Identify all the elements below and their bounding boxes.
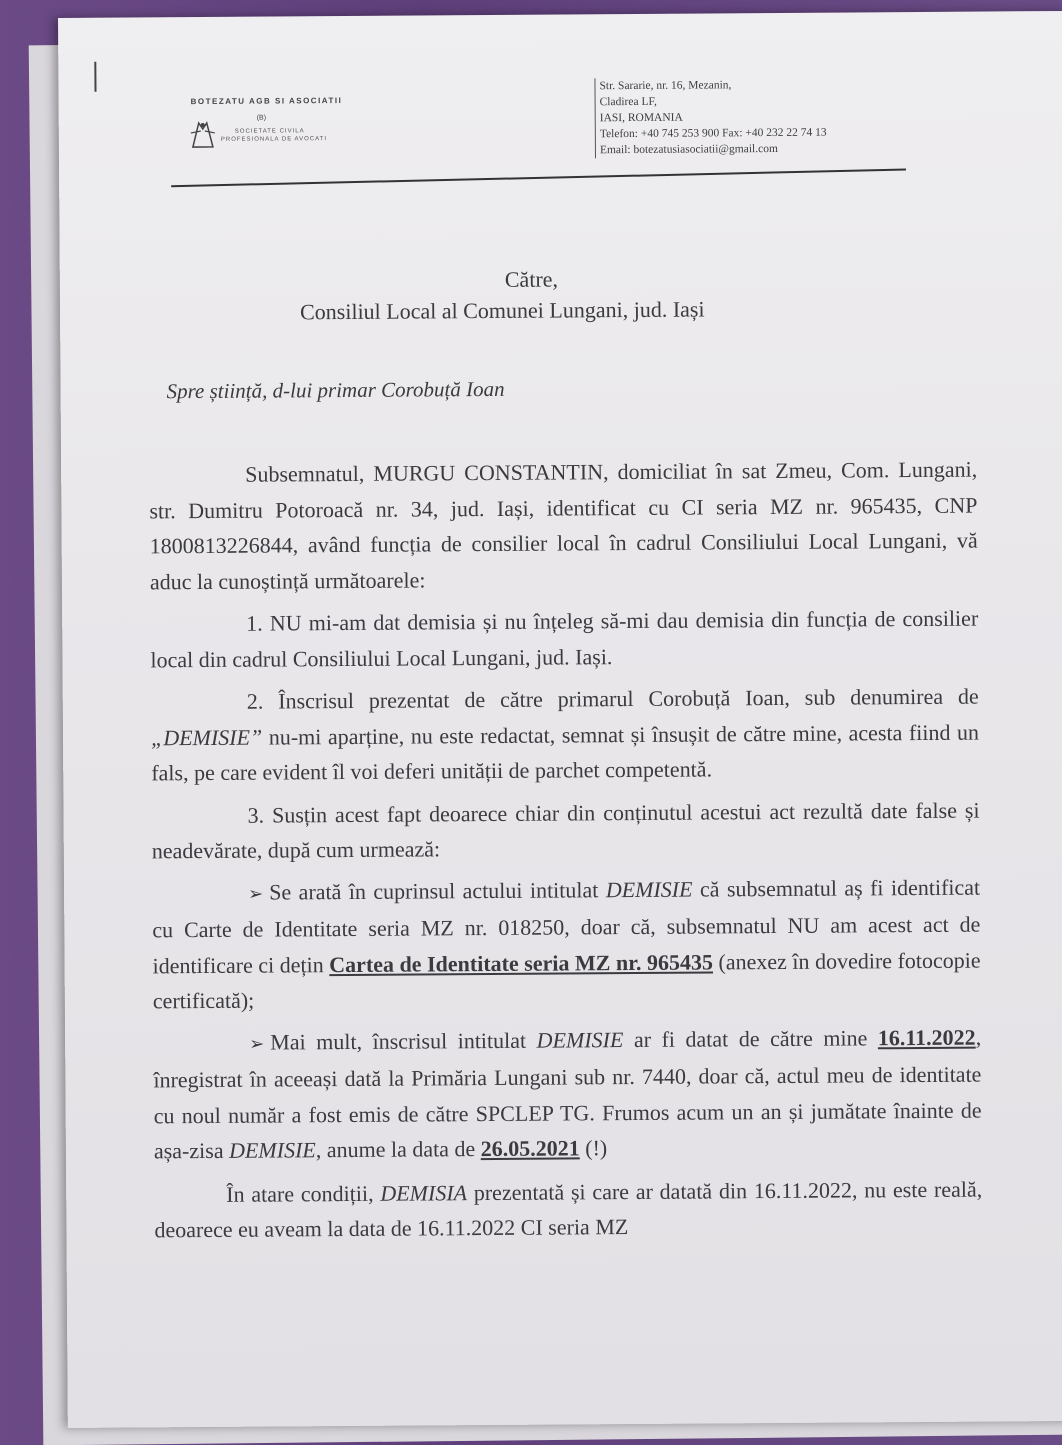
bullet-2-date-1: 16.11.2022 bbox=[877, 1024, 976, 1050]
bullet-1-text: că subsemnatul aș fi identificat cu Carte de Identitate seria MZ nr. 018250, doar că, subsemnatul NU am acest act de identificare ci dețin bbox=[152, 874, 981, 978]
arrow-bullet-icon: ➢ bbox=[249, 1033, 265, 1054]
address-line: IASI, ROMANIA bbox=[599, 111, 683, 125]
bullet-2-emphasis: DEMISIE bbox=[536, 1026, 624, 1053]
firm-logo bbox=[189, 96, 379, 167]
closing-emphasis: DEMISIA bbox=[380, 1179, 468, 1206]
firm-subtitle-1: SOCIETATE CIVILA bbox=[234, 128, 305, 135]
bullet-2-text: Mai mult, înscrisul intitulat bbox=[270, 1027, 537, 1055]
bullet-2 bbox=[153, 1019, 982, 1169]
arrow-bullet-icon: ➢ bbox=[248, 883, 264, 904]
bullet-2-text: (!) bbox=[579, 1135, 608, 1161]
point-2-text: nu-mi aparține, nu este redactat, semnat și însușit de către mine, acesta fiind un fals, pe care evident îl voi deferi unității de parchet competentă. bbox=[151, 719, 980, 786]
addressee-to: Către, bbox=[504, 266, 559, 292]
bullet-2-emphasis: DEMISIE bbox=[228, 1137, 316, 1163]
document-page bbox=[58, 11, 1062, 1428]
bullet-1-text: Se arată în cuprinsul actului intitulat bbox=[269, 876, 606, 905]
address-line: Cladirea LF, bbox=[599, 95, 657, 109]
firm-subtitle-2: PROFESIONALA DE AVOCATI bbox=[220, 136, 328, 143]
closing-paragraph bbox=[154, 1171, 982, 1248]
bullet-1-underlined: Cartea de Identitate seria MZ nr. 965435 bbox=[329, 948, 714, 977]
bullet-1-emphasis: DEMISIE bbox=[605, 876, 693, 902]
firm-mark: (B) bbox=[256, 114, 267, 122]
scales-of-justice-icon bbox=[189, 119, 217, 149]
address-line: Email: botezatusiasociatii@gmail.com bbox=[599, 142, 778, 157]
point-2 bbox=[151, 679, 980, 791]
firm-name: BOTEZATU AGB SI ASOCIATII bbox=[190, 96, 343, 107]
closing-text: prezentată și care ar datată din 16.11.2022, nu este reală, deoarece eu aveam la data de 16.11.2022 CI seria MZ bbox=[154, 1176, 983, 1243]
address-line: Str. Sararie, nr. 16, Mezanin, bbox=[599, 79, 732, 93]
address-line: Telefon: +40 745 253 900 Fax: +40 232 22 74 13 bbox=[599, 126, 827, 141]
addressee-recipient: Consiliul Local al Comunei Lungani, jud. Iași bbox=[299, 296, 705, 325]
intro-paragraph: Subsemnatul, MURGU CONSTANTIN, domiciliat în sat Zmeu, Com. Lungani, str. Dumitru Potoroacă nr. 34, jud. Iași, identificat cu CI seria MZ nr. 965435, CNP 1800813226844, având funcția de consilier local în cadrul Consiliului Local Lungani, vă aduc la cunoștință următoarele: bbox=[149, 456, 978, 594]
firm-address-block bbox=[594, 76, 920, 158]
bullet-2-text: , înregistrat în aceeași dată la Primăria Lungani sub nr. 7440, doar că, actul meu de identitate cu noul număr a fost emis de către SPCLEP TG. Frumos acum un an și jumătate înainte de așa-zisa bbox=[153, 1024, 982, 1164]
binder-mark bbox=[94, 62, 96, 92]
point-1: 1. NU mi-am dat demisia și nu înțeleg să-mi dau demisia din funcția de consilier local din cadrul Consiliului Local Lungani, jud. Iași. bbox=[150, 605, 979, 672]
point-2-emphasis: „DEMISIE” bbox=[150, 724, 263, 750]
bullet-2-date-2: 26.05.2021 bbox=[480, 1135, 580, 1162]
header-divider bbox=[171, 169, 906, 188]
addressee-cc: Spre știință, d-lui primar Corobuță Ioan bbox=[166, 376, 505, 404]
bullet-2-text: ar fi datat de către mine bbox=[623, 1024, 878, 1052]
point-2-text: 2. Înscrisul prezentat de către primarul Corobuță Ioan, sub denumirea de bbox=[246, 683, 979, 714]
letter-body bbox=[149, 452, 982, 1248]
bullet-1 bbox=[152, 869, 981, 1019]
bullet-1-text: (anexez în dovedire fotocopie certificată); bbox=[152, 947, 981, 1014]
bullet-2-text: , anume la data de bbox=[315, 1136, 481, 1163]
point-3: 3. Susțin acest fapt deoarece chiar din conținutul acestui act rezultă date false și neadevărate, după cum urmează: bbox=[151, 797, 980, 864]
closing-text: În atare condiții, bbox=[226, 1180, 381, 1207]
